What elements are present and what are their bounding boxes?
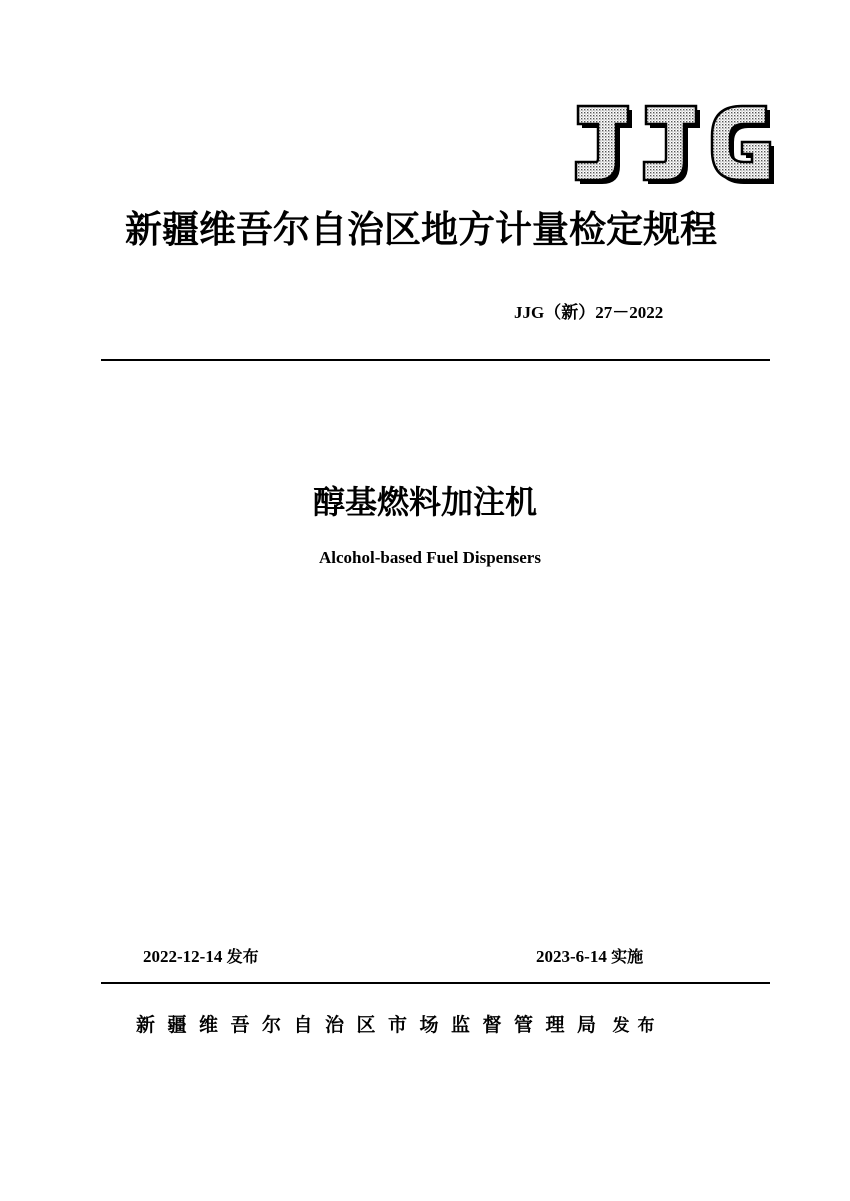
publisher-action: 发布 (612, 1016, 663, 1036)
issue-date: 2022-12-14 (143, 947, 223, 966)
effective-label: 实施 (611, 947, 644, 966)
jjg-logo (566, 100, 776, 184)
header-divider (101, 359, 770, 361)
publisher-name: 新疆维吾尔自治区市场监督管理局 (136, 1014, 609, 1036)
effective-date-line (536, 944, 643, 970)
issue-label: 发布 (226, 947, 259, 966)
effective-date: 2023-6-14 (536, 947, 607, 966)
regulation-series-title: 新疆维吾尔自治区地方计量检定规程 (125, 208, 717, 251)
document-title-chinese: 醇基燃料加注机 (312, 483, 537, 521)
standard-number: JJG（新）27－2022 (514, 303, 664, 322)
document-title-english: Alcohol-based Fuel Dispensers (319, 548, 541, 567)
issue-date-line (143, 944, 259, 970)
footer-divider (101, 982, 770, 984)
publisher-line (136, 1010, 663, 1041)
